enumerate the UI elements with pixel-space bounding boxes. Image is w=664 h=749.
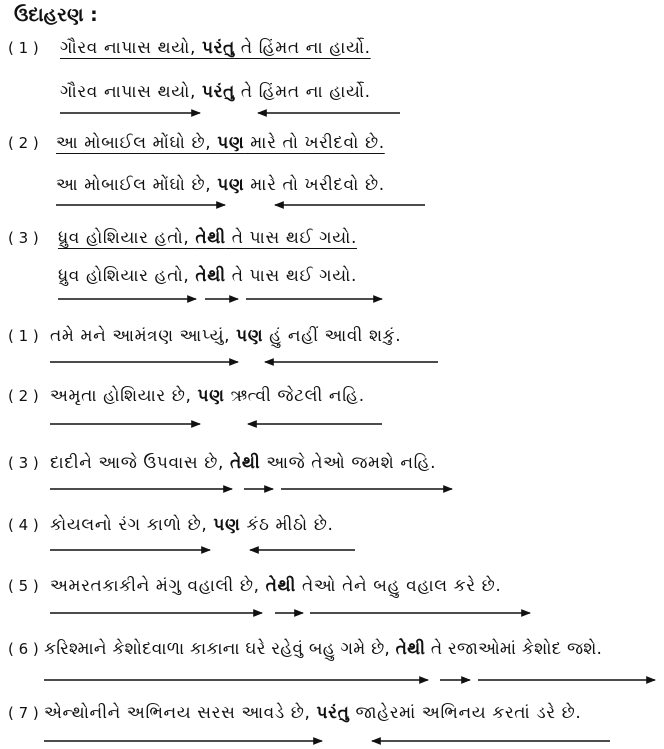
clause-2: તે હિંમત ના હાર્યો. [234,38,371,58]
clause-2: મારે તો ખરીદવો છે. [244,133,385,153]
example-number: ( 1 ) [8,39,39,57]
sentence [50,515,334,535]
exercise-number: ( 7 ) [8,704,39,722]
clause-2: મારે તો ખરીદવો છે. [244,175,385,195]
conjunction: પરંતુ [201,38,235,58]
sentence [50,576,501,596]
conjunction: તેથી [265,576,296,596]
conjunction: પણ [217,175,245,195]
clause-1: અમરતકાકીને મંગુ વહાલી છે, [50,576,266,596]
clause-1: તમે મને આમંત્રણ આપ્યું, [50,326,237,346]
exercise-number: ( 6 ) [8,640,39,658]
clause-1: કરિશ્માને કેશોદવાળા કાકાના ઘરે રહેવું બહુ ગમે છે, [44,639,396,659]
conjunction: પણ [197,386,225,406]
exercise-number: ( 4 ) [8,516,39,534]
sentence [50,453,436,473]
sentence [50,326,401,346]
clause-2: આજે તેઓ જમશે નહિ. [260,453,437,473]
conjunction: પરંતુ [201,82,235,102]
example-number: ( 3 ) [8,229,39,247]
clause-1: ધ્રુવ હોશિયાર હતો, [58,228,196,248]
conjunction: તેથી [195,228,226,248]
clause-1: કોયલનો રંગ કાળો છે, [50,515,214,535]
sentence [56,175,385,195]
clause-2: તે રજાઓમાં કેશોદ જશે. [425,639,603,659]
conjunction: પણ [213,515,241,535]
clause-1: અમૃતા હોશિયાર છે, [50,386,198,406]
clause-2: ઋત્વી જેટલી નહિ. [224,386,365,406]
clause-2: જાહેરમાં અભિનય કરતાં ડરે છે. [349,703,582,723]
sentence [56,133,385,153]
clause-1: આ મોબાઈલ મોંઘો છે, [56,133,218,153]
sentence [58,228,357,248]
example-number: ( 2 ) [8,134,39,152]
conjunction: તેથી [395,639,426,659]
clause-2: તે પાસ થઈ ગયો. [225,228,357,248]
conjunction: પણ [217,133,245,153]
clause-1: ગૌરવ નાપાસ થયો, [60,82,202,102]
sentence [60,82,371,102]
sentence [44,639,602,659]
sentence [50,386,365,406]
conjunction: પરંતુ [316,703,350,723]
exercise-number: ( 1 ) [8,327,39,345]
conjunction: પણ [236,326,264,346]
clause-1: એન્થોનીને અભિનય સરસ આવડે છે, [44,703,317,723]
clause-2: તે પાસ થઈ ગયો. [225,266,357,286]
clause-1: ધ્રુવ હોશિયાર હતો, [58,266,196,286]
sentence [58,266,357,286]
clause-2: કંઠ મીઠો છે. [240,515,334,535]
clause-1: ગૌરવ નાપાસ થયો, [60,38,202,58]
clause-1: દાદીને આજે ઉપવાસ છે, [50,453,230,473]
sentence [60,38,371,58]
clause-1: આ મોબાઈલ મોંઘો છે, [56,175,218,195]
exercise-number: ( 2 ) [8,387,39,405]
clause-2: તેઓ તેને બહુ વહાલ કરે છે. [296,576,502,596]
exercise-number: ( 3 ) [8,454,39,472]
sentence [44,703,581,723]
clause-2: હું નહીં આવી શકું. [263,326,402,346]
exercise-number: ( 5 ) [8,577,39,595]
clause-2: તે હિંમત ના હાર્યો. [234,82,371,102]
conjunction: તેથી [195,266,226,286]
conjunction: તેથી [229,453,261,473]
page-heading: ઉદાહરણ : [14,4,98,26]
